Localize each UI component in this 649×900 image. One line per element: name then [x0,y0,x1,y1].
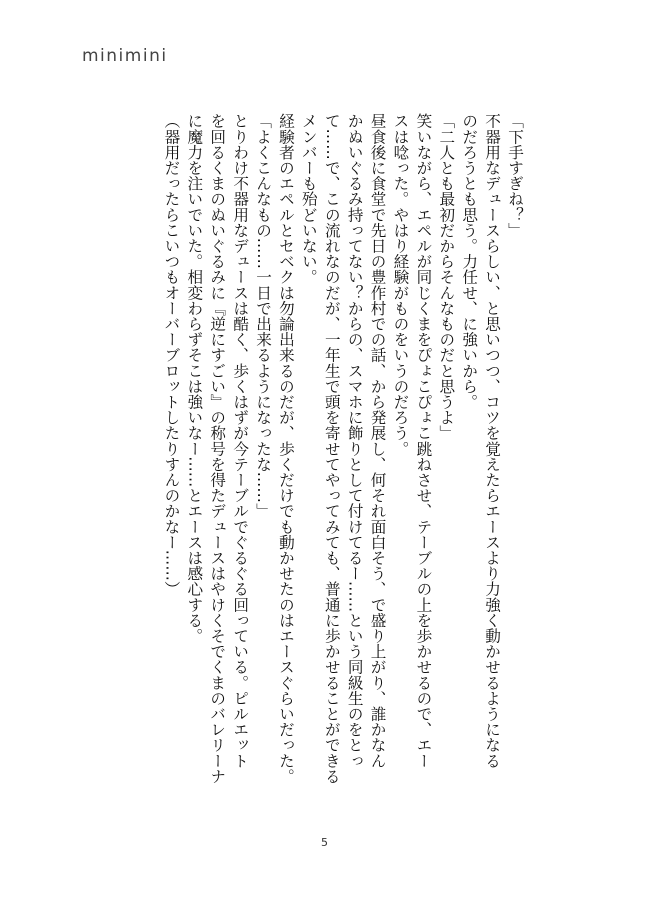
page-number: 5 [321,836,328,849]
text-line: とりわけ不器用なデュースは酷く、歩くはずが今テーブルでぐるぐる回っている。ピルエット [231,113,250,769]
text-line: かぬいぐるみ持ってない？からの、スマホに飾りとして付けてるー……という同級生のをとっ [345,113,364,769]
text-line: スは唸った。やはり経験がものをいうのだろう。 [391,113,410,457]
header-title: minimini [82,46,168,66]
text-line: 「下手すぎね？」 [506,113,524,238]
text-line: に魔力を注いでいた。相変わらずそこは強いなー……とエースは感心する。 [185,113,204,644]
text-line: （器用だったらこいつもオーバーブロットしたりすんのかなー……） [162,113,181,597]
text-line: を回るくまのぬいぐるみに『逆にすごい』の称号を得たデュースはやけくそでくまのバレリーナ [208,113,227,784]
text-line: て……で、この流れなのだが、一年生で頭を寄せてやってみても、普通に歩かせることができる [322,113,341,784]
text-line: のだろうとも思う。力任せ、に強いから。 [460,113,479,410]
text-line: 経験者のエペルとセベクは勿論出来るのだが、歩くだけでも動かせたのはエースぐらいだった。 [276,113,295,784]
text-line: 笑いながら、エペルが同じくまをぴょこぴょこ跳ねさせ、テーブルの上を歩かせるので、エー [414,113,433,769]
text-line: 不器用なデュースらしい、と思いつつ、コツを覚えたらエースより力強く動かせるようになる [483,113,502,769]
vertical-body-text [86,113,526,784]
text-line: メンバーも殆どいない。 [299,113,318,285]
text-line: 「よくこんなもの……一日で出来るようになったな……」 [254,113,273,519]
text-line: 昼食後に食堂で先日の豊作村での話、から発展し、何それ面白そう、で盛り上がり、誰かなん [368,113,387,769]
text-line: 「二人とも最初だからそんなものだと思うよ」 [437,113,456,441]
